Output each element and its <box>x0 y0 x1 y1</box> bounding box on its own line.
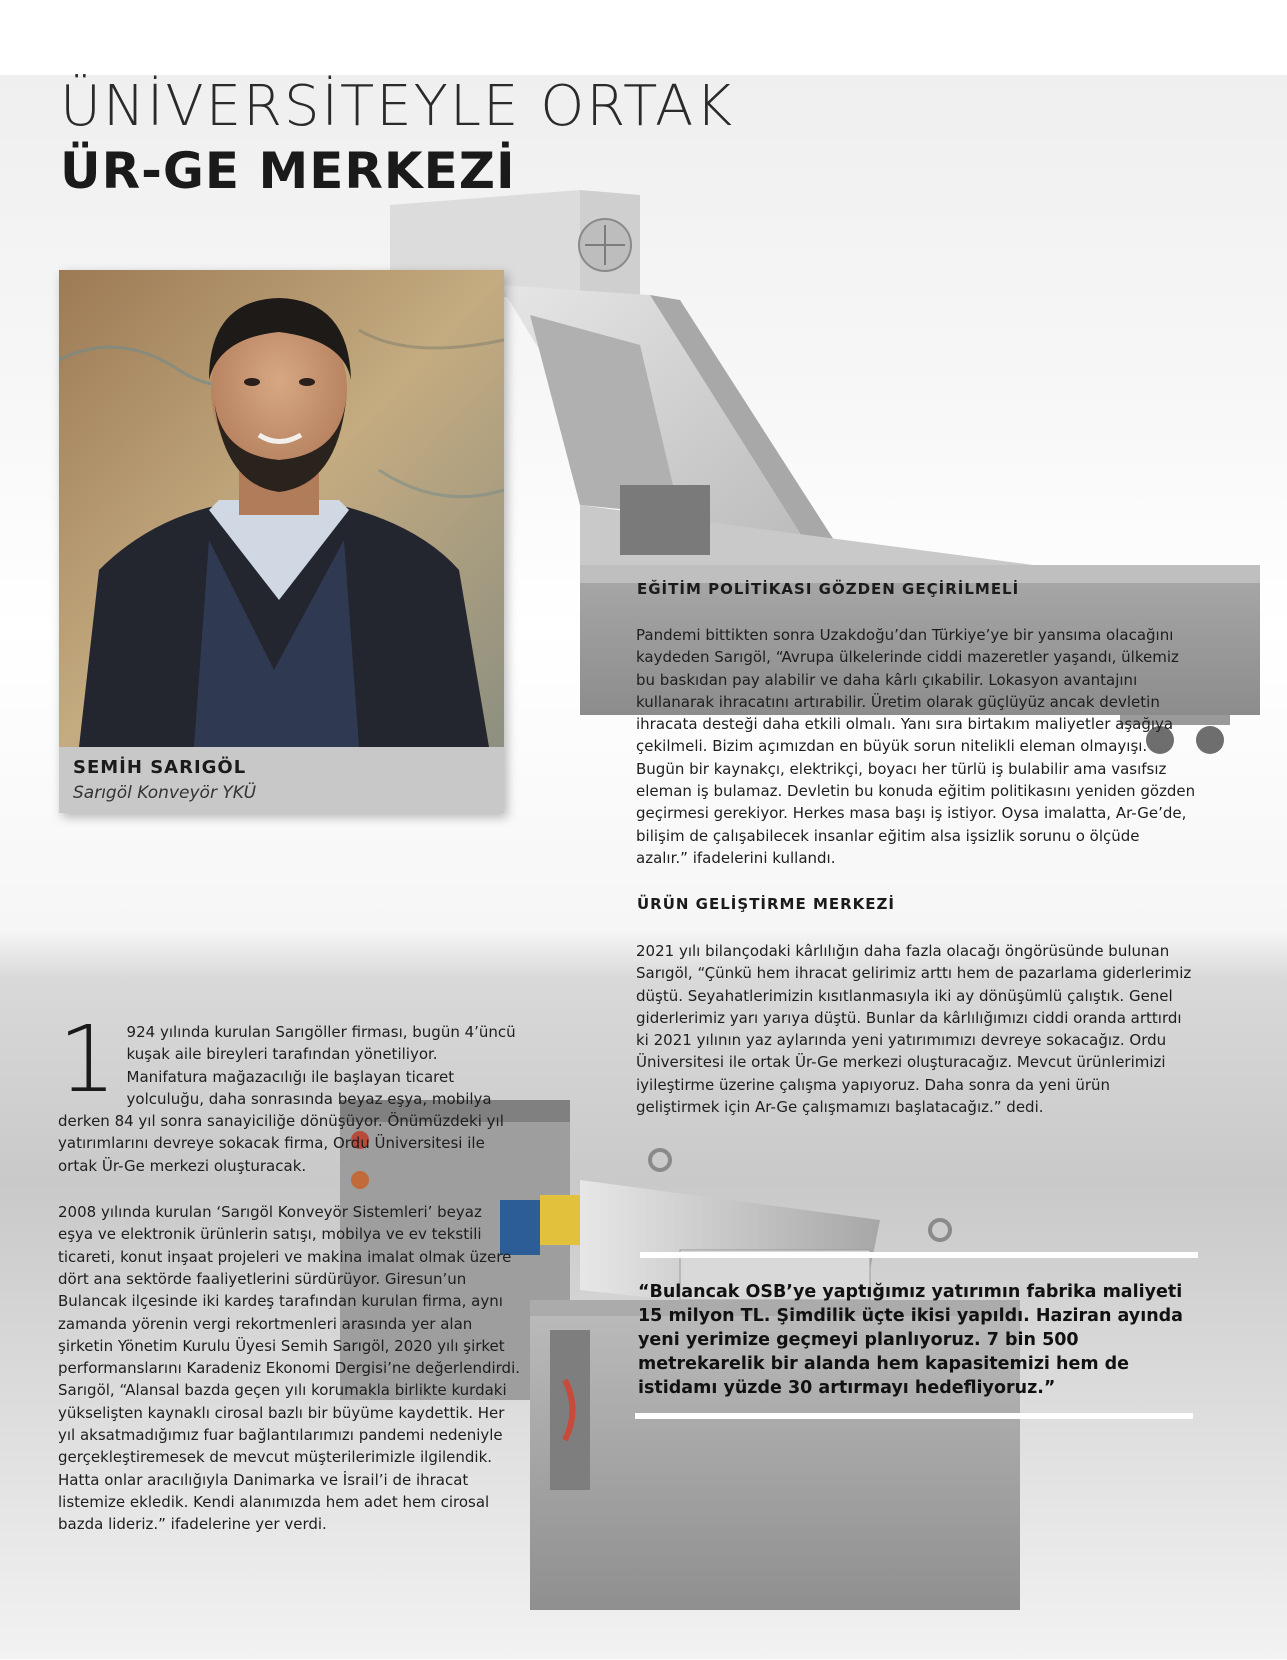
pull-quote-rule-top <box>640 1252 1198 1258</box>
section-heading-product-dev: ÜRÜN GELİŞTİRME MERKEZİ <box>637 895 895 913</box>
pull-quote: “Bulancak OSB’ye yaptığımız yatırımın fabrika maliyeti 15 milyon TL. Şimdilik üçte ikisi yapıldı. Haziran ayında yeni yerimize geçmeyi planlıyoruz. 7 bin 500 metrekarelik bir alanda hem kapasitemizi hem de istidamı yüzde 30 artırmayı hedefliyoruz.” <box>638 1282 1183 1398</box>
section-heading-education: EĞİTİM POLİTİKASI GÖZDEN GEÇİRİLMELİ <box>637 580 1020 598</box>
article-title-line1: ÜNİVERSİTEYLE ORTAK <box>60 74 735 139</box>
portrait-card <box>59 270 504 813</box>
portrait-name: SEMİH SARIGÖL <box>73 757 247 778</box>
portrait-photo <box>59 270 504 747</box>
article-title-line2: ÜR-GE MERKEZİ <box>60 142 516 200</box>
section1-paragraph: Pandemi bittikten sonra Uzakdoğu’dan Türkiye’ye bir yansıma olacağını kaydeden Sarıgöl, “Avrupa ülkelerinde ciddi mazeretler yaşandı, ülkemiz bu baskıdan pay alabilir ve daha kârlı çıkabilir. Lokasyon avantajını kullanarak ihracatını artırabilir. Üretim olarak güçlüyüz ancak devletin ihracata desteği daha etkili olmalı. Yanı sıra birtakım maliyetler aşağıya çekilmeli. Bizim açımızdan en büyük sorun nitelikli eleman olmayışı. Bugün bir kaynakçı, elektrikçi, boyacı her türlü iş bulabilir ama vasıfsız eleman iş bulamaz. Devletin bu konuda eğitim politikasını yeniden gözden geçirmesi gerekiyor. Herkes masa başı iş istiyor. Oysa imalatta, Ar-Ge’de, bilişim de çalışabilecek insanlar eğitim alsa işsizlik sorunu o ölçüde azalır.” ifadelerini kullandı. <box>636 626 1196 867</box>
intro-paragraph-1 <box>58 1006 520 1177</box>
section2-paragraph: 2021 yılı bilançodaki kârlılığın daha fazla olacağı öngörüsünde bulunan Sarıgöl, “Çünkü hem ihracat gelirimiz arttı hem de pazarlama giderlerimiz düştü. Seyahatlerimizin kısıtlanmasıyla iki ay dönüşümlü çalıştık. Genel giderlerimiz yarı yarıya düştü. Bunlar da kârlılığımızı ciddi oranda arttırdı ki 2021 yılının yaz aylarında yeni yatırımımızı devreye sokacağız. Ordu Üniversitesi ile ortak Ür-Ge merkezi oluşturacağız. Mevcut ürünlerimizi iyileştirme üzerine çalışma yapıyoruz. Daha sonra da yeni ürün geliştirmek için Ar-Ge çalışmamızı başlatacağız.” dedi. <box>636 942 1192 1117</box>
section-body-education <box>636 624 1196 869</box>
intro-column <box>58 1006 521 1536</box>
paragraph-gap <box>58 1177 520 1201</box>
intro-paragraph-2: 2008 yılında kurulan ‘Sarıgöl Konveyör Sistemleri’ beyaz eşya ve elektronik ürünlerin satışı, mobilya ve ev tekstili ticareti, konut inşaat projeleri ve makina imalat olmak üzere dört ana sektörde faaliyetlerini sürdürüyor. Giresun’un Bulancak ilçesinde iki kardeş tarafından kurulan firma, aynı zamanda yörenin vergi rekortmenleri arasında yer alan şirketin Yönetim Kurulu Üyesi Semih Sarıgöl, 2020 yılı şirket performanslarını Karadeniz Ekonomi Dergisi’ne değerlendirdi. Sarıgöl, “Alansal bazda geçen yılı korumakla birlikte kurdaki yükselişten kaynaklı cirosal bazlı bir büyüme kaydettik. Her yıl aksatmadığımız fuar bağlantılarımızı pandemi nedeniyle gerçekleştiremesek de mevcut müşterilerimizle ilgilendik. Hatta onlar aracılığıyla Danimarka ve İsrail’i de ihracat listemize ekledik. Kendi alanımızda hem adet hem cirosal bazda lideriz.” ifadelerine yer verdi. <box>58 1203 521 1534</box>
section-body-product-dev <box>636 940 1196 1118</box>
drop-cap: 1 <box>58 1006 117 1113</box>
pull-quote-rule-bottom <box>635 1413 1193 1419</box>
portrait-role: Sarıgöl Konveyör YKÜ <box>73 783 257 803</box>
top-margin <box>0 0 1287 75</box>
intro-paragraph-1-text: 924 yılında kurulan Sarıgöller firması, bugün 4’üncü kuşak aile bireyleri tarafından yönetiliyor. Manifatura mağazacılığı ile başlayan ticaret yolculuğu, daha sonrasında beyaz eşya, mobilya derken 84 yıl sonra sanayiciliğe dönüşüyor. Önümüzdeki yıl yatırımlarını devreye sokacak firma, Ordu Üniversitesi ile ortak Ür-Ge merkezi oluşturacak. <box>58 1023 516 1175</box>
